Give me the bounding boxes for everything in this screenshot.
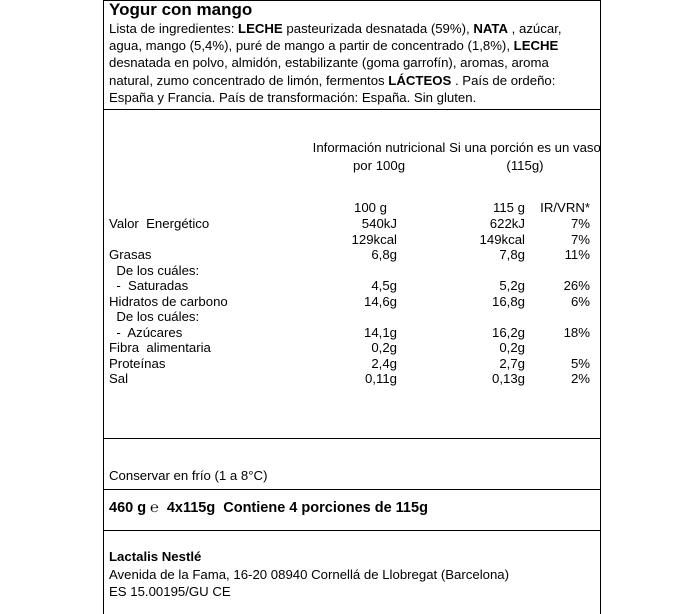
nutrition-column-headers — [104, 200, 600, 216]
value-per-100g: 14,1g — [363, 324, 397, 340]
value-per-100g: 2,4g — [371, 355, 397, 371]
company-address: Avenida de la Fama, 16-20 08940 Cornellá de Llobregat (Barcelona) — [109, 567, 510, 582]
ingredient-text: desnatada en polvo, almidón, estabilizante (goma garrofín), aromas, aroma natural, zumo concentrado de limón, fermentos — [109, 55, 549, 88]
header-portion — [444, 139, 606, 174]
value-vrn: 18% — [563, 324, 590, 340]
value-vrn: 26% — [563, 278, 590, 293]
product-title: Yogur con mango — [109, 0, 253, 19]
value-per-100g: 14,6g — [363, 293, 397, 309]
nutrient-name: - Azúcares — [109, 324, 183, 340]
nutrition-row — [104, 294, 600, 310]
value-per-100g: 0,11g — [364, 371, 397, 386]
nutrient-name: Hidratos de carbono — [109, 293, 228, 309]
value-per-portion: 149kcal — [479, 231, 525, 247]
estimated-sign: ℮ — [150, 500, 159, 516]
company-name: Lactalis Nestlé — [109, 549, 202, 564]
divider-pack — [104, 530, 600, 531]
value-per-portion: 16,8g — [491, 293, 525, 309]
net-weight: 460 g — [109, 500, 147, 516]
nutrition-row — [104, 371, 600, 387]
nutrient-name: De los cuáles: — [109, 309, 200, 324]
col-100g: 100 g — [353, 200, 387, 215]
header-per100-line2: por 100g — [352, 157, 406, 173]
nutrition-row — [104, 340, 600, 356]
value-per-portion: 622kJ — [489, 216, 525, 231]
pack-contents: Contiene 4 porciones de 115g — [223, 500, 428, 516]
nutrient-name: Proteínas — [109, 355, 166, 371]
value-vrn: 11% — [564, 247, 590, 262]
pack-format: 4x115g — [166, 500, 216, 516]
value-per-portion: 2,7g — [499, 355, 525, 371]
value-per-100g: 0,2g — [371, 340, 397, 355]
nutrition-row — [104, 247, 600, 263]
value-per-portion: 5,2g — [499, 278, 525, 293]
allergen: LECHE — [238, 21, 283, 36]
nutrient-name: - Saturadas — [109, 278, 189, 293]
nutrition-row — [104, 309, 600, 325]
divider-storage — [104, 489, 600, 490]
divider-nutrition — [104, 438, 600, 439]
value-per-portion: 0,13g — [491, 371, 525, 386]
registry-number: ES 15.00195/GU CE — [109, 584, 231, 599]
nutrient-name: Valor Energético — [109, 216, 210, 231]
header-portion-line1: Si una porción es un vaso — [449, 140, 601, 155]
value-vrn: 5% — [570, 355, 590, 371]
col-115g: 115 g — [492, 200, 525, 215]
nutrient-name: Fibra alimentaria — [109, 340, 211, 355]
value-per-100g: 540kJ — [361, 216, 397, 231]
nutrition-label — [103, 0, 601, 614]
nutrition-row — [104, 263, 600, 279]
header-per100-line1: Información nutricional — [312, 140, 446, 155]
allergen: LECHE — [513, 38, 559, 54]
value-per-100g: 129kcal — [351, 231, 397, 247]
value-per-portion: 16,2g — [491, 324, 525, 340]
nutrition-row — [104, 278, 600, 294]
col-vrn: IR/VRN* — [540, 200, 590, 215]
storage-instructions: Conservar en frío (1 a 8°C) — [109, 468, 268, 483]
value-vrn: 6% — [570, 293, 590, 309]
value-vrn: 2% — [570, 371, 590, 386]
value-per-100g: 6,8g — [371, 247, 397, 262]
divider-ingredients — [104, 109, 600, 110]
value-per-100g: 4,5g — [371, 278, 397, 293]
ingredient-text: . País de ordeño: España y Francia. País de transformación: España. Sin gluten. — [109, 72, 556, 105]
nutrition-row — [104, 216, 600, 232]
nutrition-row — [104, 232, 600, 248]
ingredient-text: pasteurizada desnatada (59%), — [282, 21, 474, 36]
header-per100 — [310, 139, 448, 174]
allergen: LÁCTEOS — [388, 72, 452, 88]
nutrient-name: Grasas — [109, 247, 152, 262]
value-vrn: 7% — [570, 231, 590, 247]
allergen: NATA — [473, 21, 509, 36]
value-per-portion: 0,2g — [499, 340, 525, 355]
nutrition-row — [104, 356, 600, 372]
nutrient-name: De los cuáles: — [109, 262, 200, 278]
ingredients-list — [109, 20, 593, 106]
nutrient-name: Sal — [109, 371, 129, 386]
package-info — [109, 499, 432, 517]
nutrition-row — [104, 325, 600, 341]
value-per-portion: 7,8g — [499, 247, 525, 262]
header-portion-line2: (115g) — [506, 157, 544, 173]
value-vrn: 7% — [570, 216, 590, 231]
ingredient-text: , azúcar, agua, mango (5,4%), puré de mango a partir de concentrado (1,8%), — [109, 21, 562, 54]
ingredient-text: Lista de ingredientes: — [109, 21, 239, 36]
